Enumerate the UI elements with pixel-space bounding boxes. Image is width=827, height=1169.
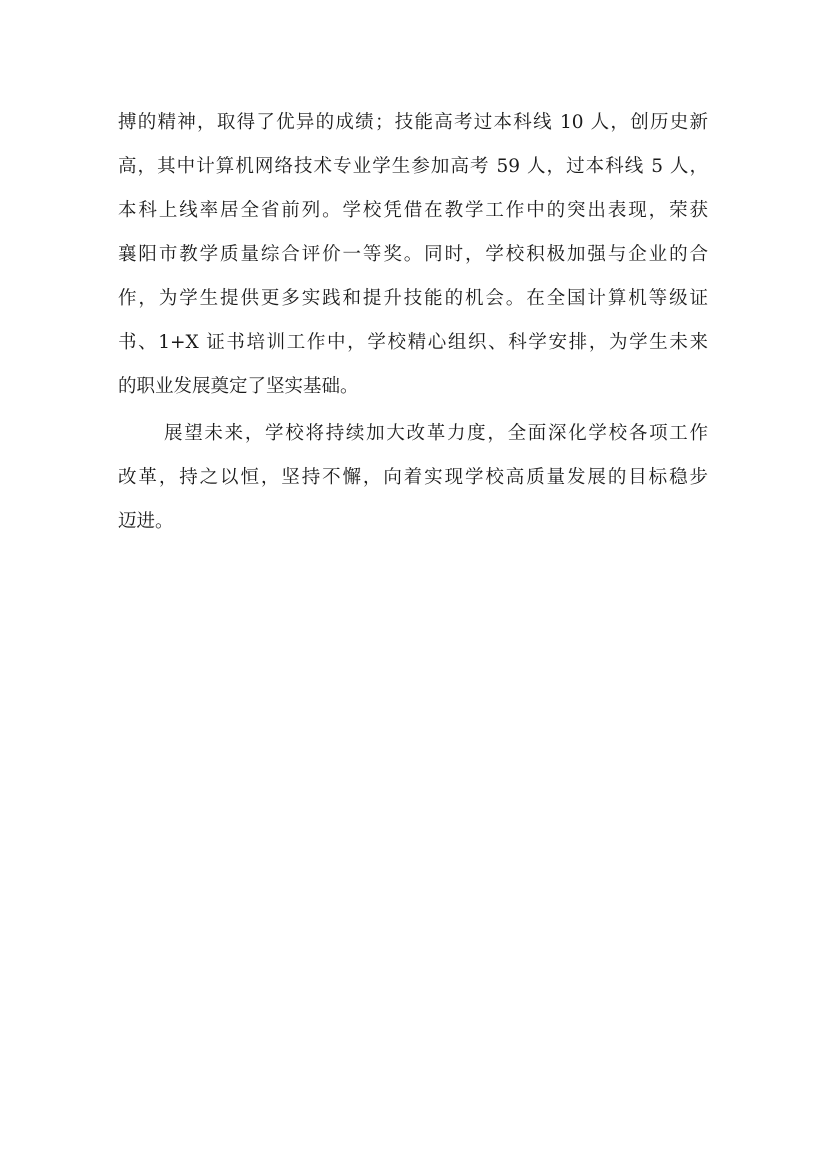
paragraph-line: 展望未来，学校将持续加大改革力度，全面深化学校各项工作 bbox=[164, 423, 708, 444]
paragraph-line: 的职业发展奠定了坚实基础。 bbox=[118, 376, 359, 397]
paragraph-line: 改革，持之以恒，坚持不懈，向着实现学校高质量发展的目标稳步 bbox=[118, 467, 708, 488]
paragraph-achievements bbox=[118, 101, 708, 409]
paragraph-line: 襄阳市教学质量综合评价一等奖。同时，学校积极加强与企业的合 bbox=[118, 244, 708, 265]
paragraph-line: 作，为学生提供更多实践和提升技能的机会。在全国计算机等级证 bbox=[118, 288, 708, 309]
paragraph-line: 搏的精神，取得了优异的成绩；技能高考过本科线 10 人，创历史新 bbox=[118, 112, 708, 133]
paragraph-line: 迈进。 bbox=[118, 511, 174, 532]
paragraph-line: 高，其中计算机网络技术专业学生参加高考 59 人，过本科线 5 人， bbox=[118, 156, 708, 177]
paragraph-line: 本科上线率居全省前列。学校凭借在教学工作中的突出表现，荣获 bbox=[118, 200, 708, 221]
paragraph-line: 书、1+X 证书培训工作中，学校精心组织、科学安排，为学生未来 bbox=[118, 332, 708, 353]
paragraph-outlook bbox=[118, 412, 708, 544]
